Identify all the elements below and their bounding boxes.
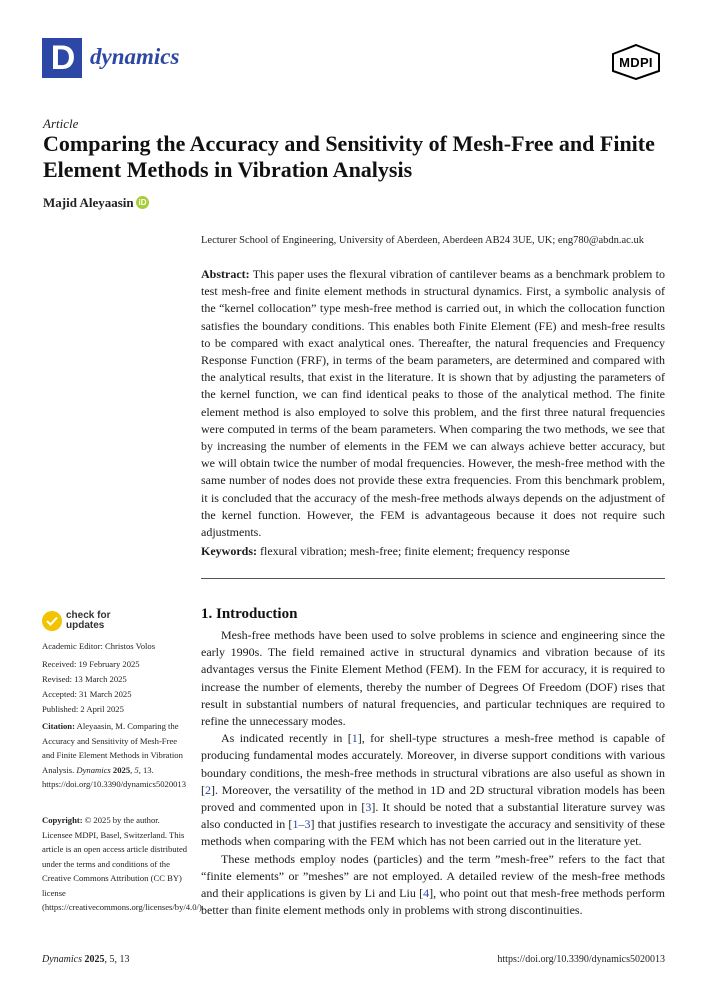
keywords: [201, 543, 665, 560]
citation-label: Citation:: [42, 721, 75, 731]
accepted-date: Accepted: 31 March 2025: [42, 689, 132, 699]
footer-year: 2025: [84, 954, 105, 965]
citation-year: 2025: [112, 764, 131, 775]
keywords-label: Keywords:: [201, 544, 257, 558]
citation-link[interactable]: 3: [365, 800, 372, 815]
article-title: Comparing the Accuracy and Sensitivity of Mesh-Free and Finite Element Methods in Vibration Analysis: [43, 131, 655, 182]
keywords-text: flexural vibration; mesh-free; finite element; frequency response: [260, 544, 570, 558]
paragraph-2: [201, 730, 665, 850]
author-name[interactable]: Majid Aleyaasin: [43, 195, 134, 210]
paragraph-3: [201, 851, 665, 920]
paragraph-2-text-c: ]. Moreover, the versatility of the method in 1D and 2D structural vibration models has been proved and commented upon in [: [201, 782, 665, 815]
journal-logo[interactable]: [42, 38, 82, 78]
affiliation: Lecturer School of Engineering, University of Aberdeen, Aberdeen AB24 3UE, UK; eng780@abdn.ac.uk: [201, 235, 644, 246]
paragraph-3-text-a: These methods employ nodes (particles) and the term ”mesh-free” refers to the fact that “finite elements” or ”meshes” are not employed. A detailed review of the mesh-free methods and their applications is given by Li and Liu [: [201, 851, 665, 901]
check-label-2: updates: [66, 620, 105, 631]
copyright: [42, 813, 204, 915]
revised-date: Revised: 13 March 2025: [42, 674, 127, 684]
academic-editor: Academic Editor: Christos Volos: [42, 641, 156, 651]
received-date: Received: 19 February 2025: [42, 659, 140, 669]
footer-journal: Dynamics: [42, 954, 82, 965]
check-for-updates-icon[interactable]: [42, 611, 62, 631]
citation-text-1: Aleyaasin, M. Comparing the Accuracy and Sensitivity of Mesh-Free and Finite Element Methods in Vibration Analysis.: [42, 721, 183, 775]
orcid-icon[interactable]: iD: [136, 196, 149, 209]
copyright-text: © 2025 by the author. Licensee MDPI, Basel, Switzerland. This article is an open access article distributed under the terms and conditions of the Creative Commons Attribution (CC BY) license (https://creativecommons.org/licenses/by/4.0/).: [42, 815, 204, 912]
citation-link[interactable]: 1: [351, 731, 358, 746]
abstract-text: This paper uses the flexural vibration of cantilever beams as a benchmark problem to test mesh-free and finite element methods in structural dynamics. First, a symbolic analysis of the “kernel collocation” type mesh-free method is carried out, in which the collocation function satisfies the boundary conditions. This enables both Finite Element (FE) and mesh-free results to be compared with exact analytical ones. Thereafter, the natural frequencies and Frequency Response Function (FRF), in terms of the beam parameters, are determined and compared with the analytical results, that exist in the literature. It is shown that by adjusting the parameters of the kernel function, we can find identical peaks to those of the analytical method. The finite element method is also employed to solve this problem, and the first three natural frequencies were computed in terms of the beam parameters. When comparing the two methods, we see that by increasing the number of elements in the FEM we can always achieve better accuracy, but we will obtain twice the number of modal frequencies. However, the mesh-free method with the same number of nodes does not provide these extra frequencies. From this benchmark problem, it is concluded that the accuracy of the mesh-free methods always depends on the adjustment of the kernel function. However, the FEM is advantageous because it does not require such adjustments.: [201, 267, 665, 540]
footer-doi-link[interactable]: https://doi.org/10.3390/dynamics5020013: [497, 954, 665, 965]
citation: Citation: Aleyaasin, M. Comparing the Accuracy and Sensitivity of Mesh-Free and Finite Element Methods in Vibration Analysis. Dynamics 2025, 5, 13. https://doi.org/10.3390/dynamics5020013: [42, 721, 187, 789]
abstract-label: Abstract:: [201, 267, 250, 281]
citation-link[interactable]: 1–3: [292, 817, 311, 832]
footer-citation: [42, 954, 130, 965]
citation-volume: 5: [134, 764, 139, 775]
copyright-label: Copyright:: [42, 815, 83, 825]
paragraph-1: Mesh-free methods have been used to solve problems in science and engineering since the early 1990s. The field remained active in structural dynamics and vibration because of its advantages versus the Finite Element Method (FEM). In the FEM for accuracy, it is required to increase the number of elements, thereby the number of Degrees Of Freedom (DOF) rises that result in substantial numbers of natural frequencies, and particular techniques are required to refine the unnecessary modes.: [201, 628, 665, 729]
paragraph-2-text-d: ]. It should be noted that a substantial literature survey was also conducted in [: [201, 800, 665, 832]
footer-volume-page: , 5, 13: [104, 954, 130, 965]
citation-journal: Dynamics: [76, 764, 111, 775]
journal-name[interactable]: dynamics: [90, 44, 180, 69]
checkmark-icon: [46, 616, 58, 626]
paragraph-2-text-e: ] that justifies research to investigate the accuracy and sensitivity of these methods when comparing with the FEM which has not been carried out in the literature yet.: [201, 817, 665, 849]
paragraph-2-text-b: ], for shell-type structures a mesh-free method is capable of producing fundamental modes accurately. Moreover, in diverse support conditions with various boundary conditions, the mesh-free methods in structural vibrations are also useful as shown in [: [201, 731, 666, 797]
check-for-updates-button[interactable]: [66, 611, 110, 631]
abstract: [201, 266, 665, 541]
citation-link[interactable]: 4: [423, 886, 430, 901]
paragraph-3-text-b: ], who point out that mesh-free methods perform better than finite element methods only in problems with strong discontinuities.: [201, 886, 665, 918]
publisher-logo[interactable]: [611, 44, 661, 80]
section-body: [201, 627, 665, 919]
section-heading: 1. Introduction: [201, 606, 298, 622]
check-label-1: check for: [66, 610, 111, 621]
paragraph-2-text-a: As indicated recently in [: [221, 731, 352, 746]
article-type-label: Article: [43, 116, 79, 131]
divider: [201, 578, 665, 579]
publisher-name: MDPI: [619, 55, 653, 70]
citation-link[interactable]: 2: [205, 782, 211, 797]
published-date: Published: 2 April 2025: [42, 704, 124, 714]
citation-text-2[interactable]: , 13. https://doi.org/10.3390/dynamics5020013: [42, 764, 187, 789]
journal-logo-letter: D: [50, 39, 74, 77]
